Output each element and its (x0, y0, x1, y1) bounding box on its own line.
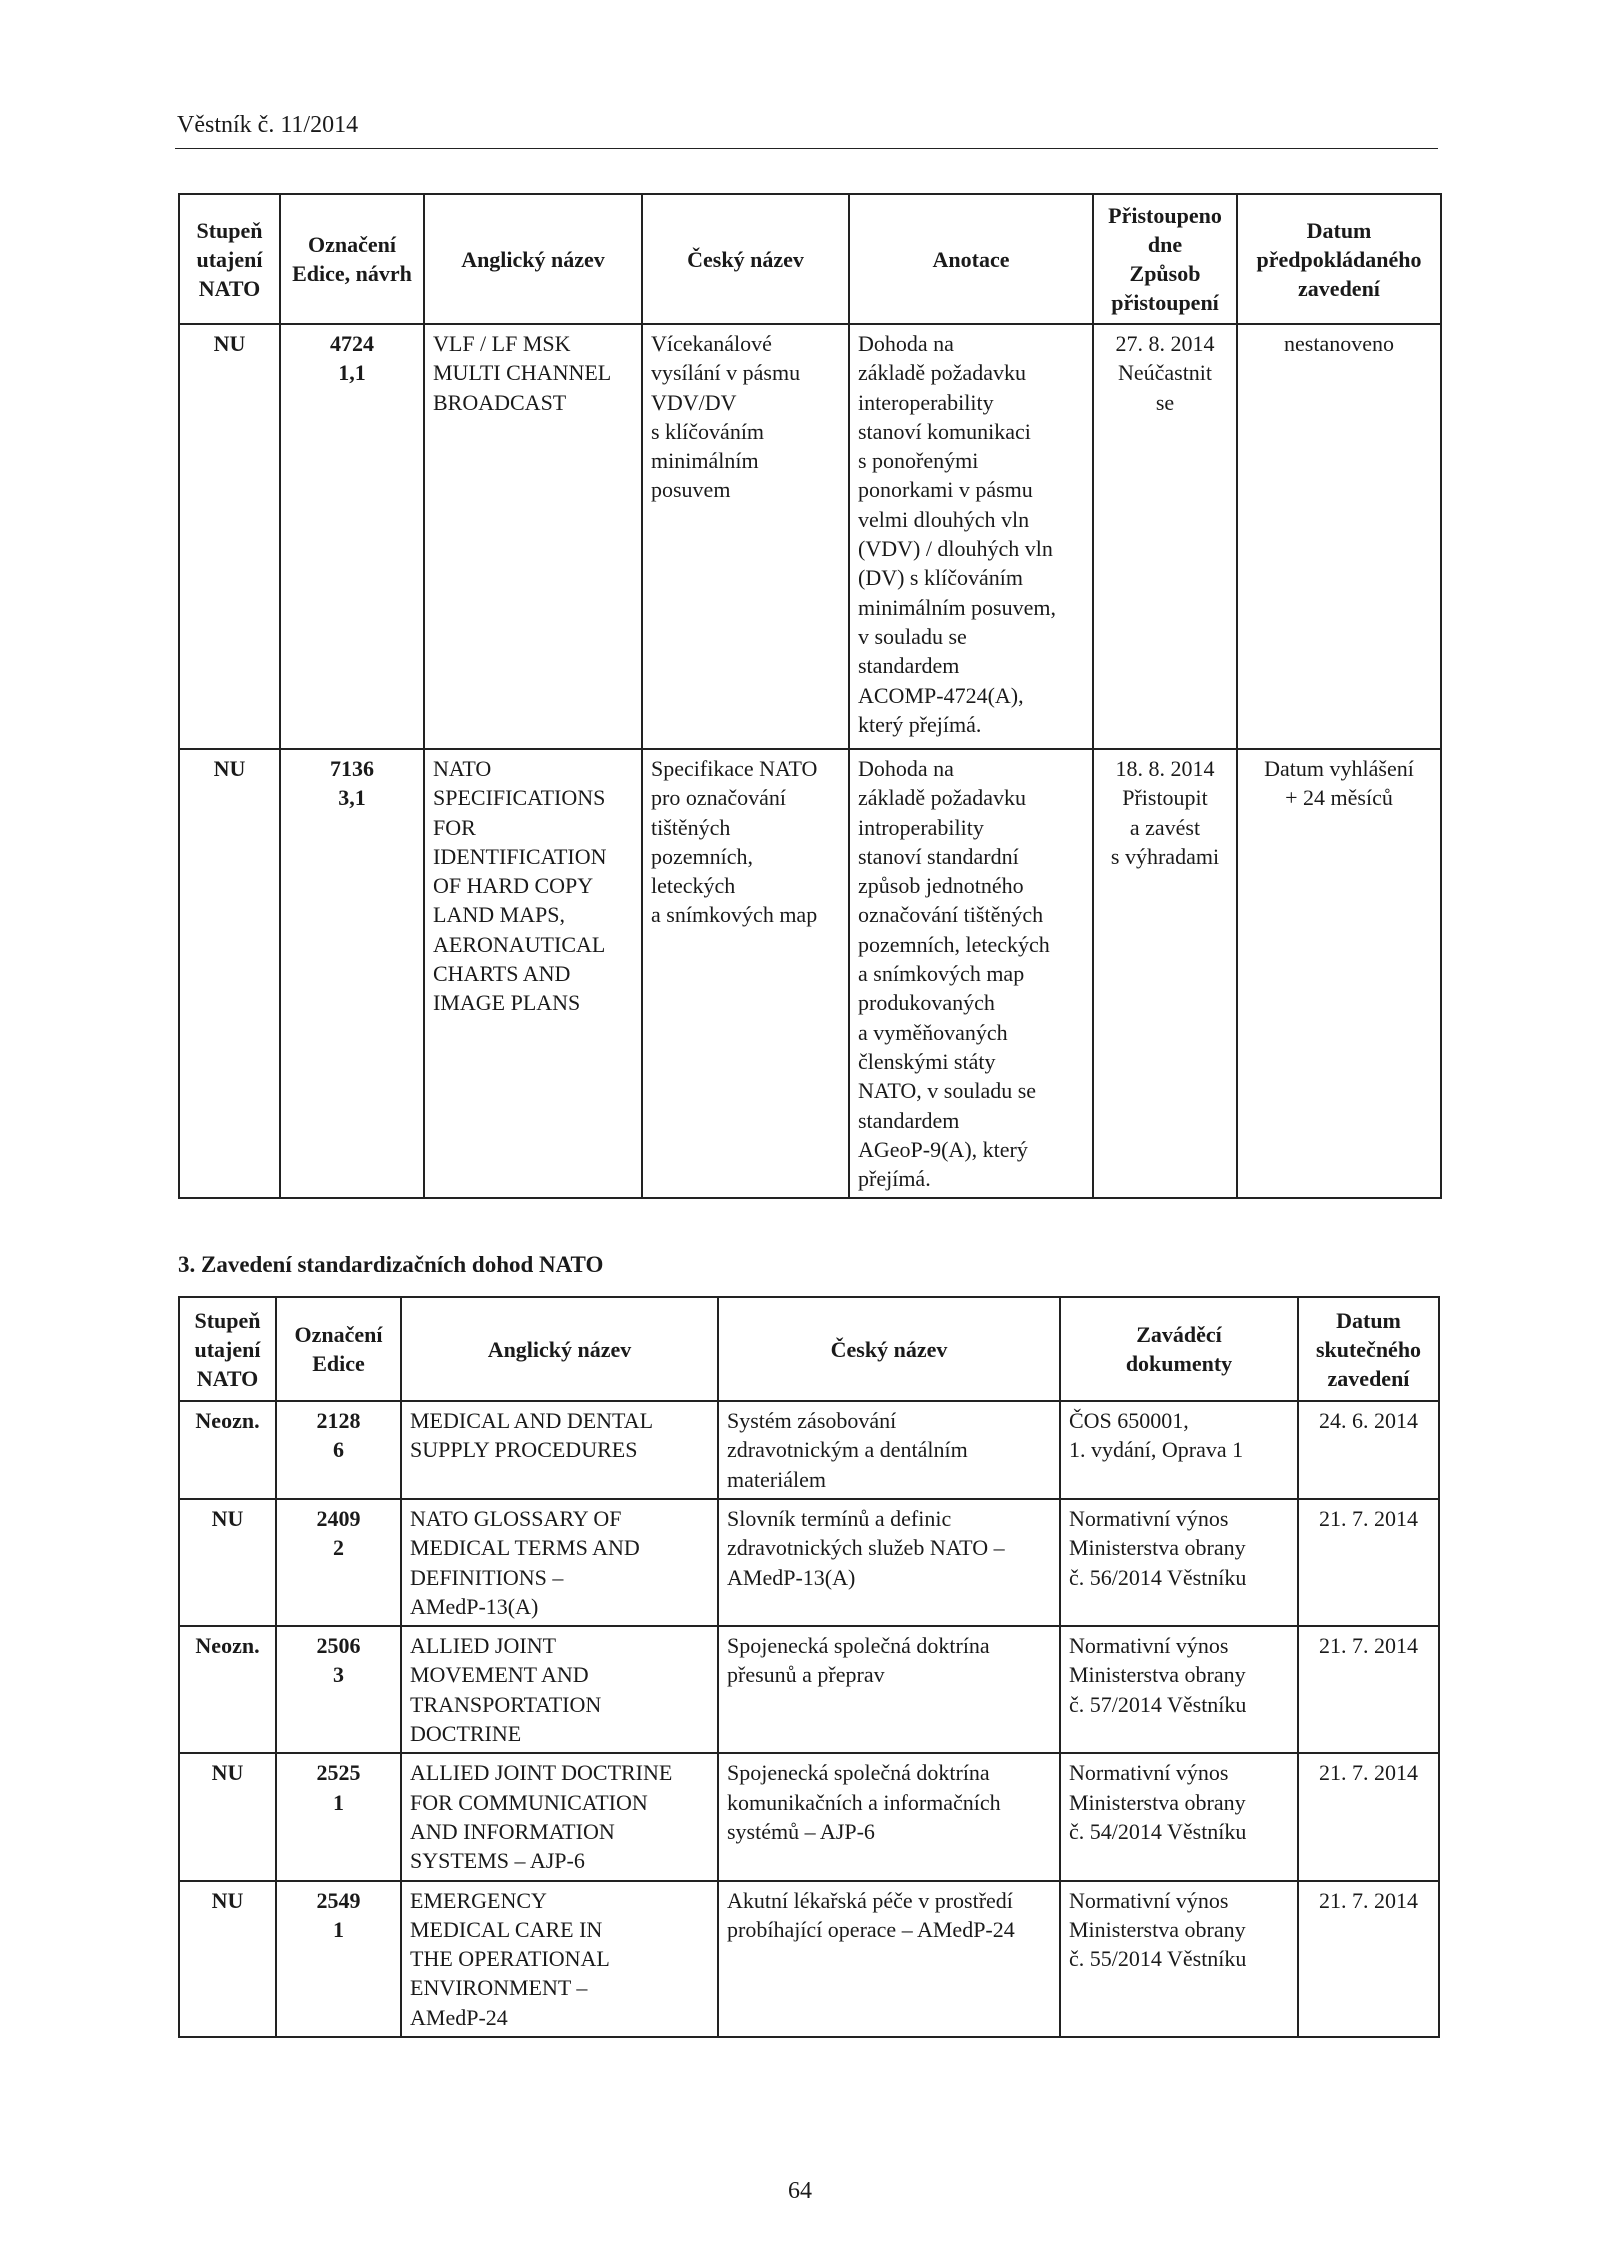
cell-cesky: Vícekanálové vysílání v pásmu VDV/DV s klíčováním minimálním posuvem (642, 324, 849, 749)
cell-anotace: Dohoda na základě požadavku introperability stanoví standardní způsob jednotného označování tištěných pozemních, leteckých a snímkových map produkovaných a vyměňovaných členskými státy NATO, v souladu se standardem AGeoP-9(A), který přejímá. (849, 749, 1093, 1198)
implementation-table (178, 1296, 1440, 2038)
col-stupen: Stupeň utajení NATO (179, 194, 280, 324)
cell-anglicky: ALLIED JOINT MOVEMENT AND TRANSPORTATION DOCTRINE (401, 1626, 718, 1753)
table-row (179, 324, 1441, 749)
cell-pristoupeno: 18. 8. 2014 Přistoupit a zavést s výhradami (1093, 749, 1237, 1198)
cell-oznaceni: 2549 1 (276, 1881, 401, 2037)
cell-cesky: Spojenecká společná doktrína komunikačních a informačních systémů – AJP-6 (718, 1753, 1060, 1880)
col-datum: Datum předpokládaného zavedení (1237, 194, 1441, 324)
cell-oznaceni: 2128 6 (276, 1401, 401, 1499)
cell-oznaceni: 2409 2 (276, 1499, 401, 1626)
cell-stupen: NU (179, 1753, 276, 1880)
cell-anglicky: MEDICAL AND DENTAL SUPPLY PROCEDURES (401, 1401, 718, 1499)
header-title: Věstník č. 11/2014 (177, 112, 359, 138)
cell-stupen: Neozn. (179, 1626, 276, 1753)
col-stupen: Stupeň utajení NATO (179, 1297, 276, 1401)
cell-oznaceni: 2506 3 (276, 1626, 401, 1753)
page-header (175, 112, 1438, 149)
cell-datum: 24. 6. 2014 (1298, 1401, 1439, 1499)
col-dokumenty: Zaváděcí dokumenty (1060, 1297, 1298, 1401)
cell-pristoupeno: 27. 8. 2014 Neúčastnit se (1093, 324, 1237, 749)
cell-datum: 21. 7. 2014 (1298, 1626, 1439, 1753)
col-cesky: Český název (642, 194, 849, 324)
cell-cesky: Spojenecká společná doktrína přesunů a přeprav (718, 1626, 1060, 1753)
accession-table (178, 193, 1442, 1199)
cell-anotace: Dohoda na základě požadavku interoperability stanoví komunikaci s ponořenými ponorkami v pásmu velmi dlouhých vln (VDV) / dlouhých vln (DV) s klíčováním minimálním posuvem, v souladu se standardem ACOMP-4724(A), který přejímá. (849, 324, 1093, 749)
table-row (179, 1401, 1439, 1499)
col-anglicky: Anglický název (424, 194, 642, 324)
table-row (179, 1753, 1439, 1880)
cell-oznaceni: 7136 3,1 (280, 749, 424, 1198)
cell-stupen: NU (179, 1881, 276, 2037)
cell-stupen: NU (179, 324, 280, 749)
section-title: 3. Zavedení standardizačních dohod NATO (178, 1252, 604, 1277)
cell-cesky: Specifikace NATO pro označování tištěných pozemních, leteckých a snímkových map (642, 749, 849, 1198)
cell-anglicky: NATO GLOSSARY OF MEDICAL TERMS AND DEFINITIONS – AMedP-13(A) (401, 1499, 718, 1626)
col-pristoupeno: Přistoupeno dne Způsob přistoupení (1093, 194, 1237, 324)
page-number: 64 (788, 2178, 812, 2204)
cell-datum: Datum vyhlášení + 24 měsíců (1237, 749, 1441, 1198)
cell-oznaceni: 2525 1 (276, 1753, 401, 1880)
col-anotace: Anotace (849, 194, 1093, 324)
col-datum: Datum skutečného zavedení (1298, 1297, 1439, 1401)
cell-dokumenty: Normativní výnos Ministerstva obrany č. 57/2014 Věstníku (1060, 1626, 1298, 1753)
cell-dokumenty: Normativní výnos Ministerstva obrany č. 55/2014 Věstníku (1060, 1881, 1298, 2037)
cell-datum: 21. 7. 2014 (1298, 1499, 1439, 1626)
col-cesky: Český název (718, 1297, 1060, 1401)
table-row (179, 1881, 1439, 2037)
table-row (179, 1499, 1439, 1626)
cell-stupen: Neozn. (179, 1401, 276, 1499)
col-anglicky: Anglický název (401, 1297, 718, 1401)
cell-datum: 21. 7. 2014 (1298, 1881, 1439, 2037)
table-row (179, 749, 1441, 1198)
cell-cesky: Systém zásobování zdravotnickým a dentálním materiálem (718, 1401, 1060, 1499)
cell-anglicky: NATO SPECIFICATIONS FOR IDENTIFICATION OF HARD COPY LAND MAPS, AERONAUTICAL CHARTS AND IMAGE PLANS (424, 749, 642, 1198)
table-header-row (179, 194, 1441, 324)
cell-stupen: NU (179, 1499, 276, 1626)
cell-datum: nestanoveno (1237, 324, 1441, 749)
cell-anglicky: ALLIED JOINT DOCTRINE FOR COMMUNICATION AND INFORMATION SYSTEMS – AJP-6 (401, 1753, 718, 1880)
cell-datum: 21. 7. 2014 (1298, 1753, 1439, 1880)
cell-dokumenty: Normativní výnos Ministerstva obrany č. 54/2014 Věstníku (1060, 1753, 1298, 1880)
cell-anglicky: VLF / LF MSK MULTI CHANNEL BROADCAST (424, 324, 642, 749)
cell-cesky: Slovník termínů a definic zdravotnických služeb NATO – AMedP-13(A) (718, 1499, 1060, 1626)
table-row (179, 1626, 1439, 1753)
cell-dokumenty: Normativní výnos Ministerstva obrany č. 56/2014 Věstníku (1060, 1499, 1298, 1626)
table-header-row (179, 1297, 1439, 1401)
cell-dokumenty: ČOS 650001, 1. vydání, Oprava 1 (1060, 1401, 1298, 1499)
cell-cesky: Akutní lékařská péče v prostředí probíhající operace – AMedP-24 (718, 1881, 1060, 2037)
col-oznaceni: Označení Edice (276, 1297, 401, 1401)
cell-stupen: NU (179, 749, 280, 1198)
cell-oznaceni: 4724 1,1 (280, 324, 424, 749)
col-oznaceni: Označení Edice, návrh (280, 194, 424, 324)
cell-anglicky: EMERGENCY MEDICAL CARE IN THE OPERATIONAL ENVIRONMENT – AMedP-24 (401, 1881, 718, 2037)
